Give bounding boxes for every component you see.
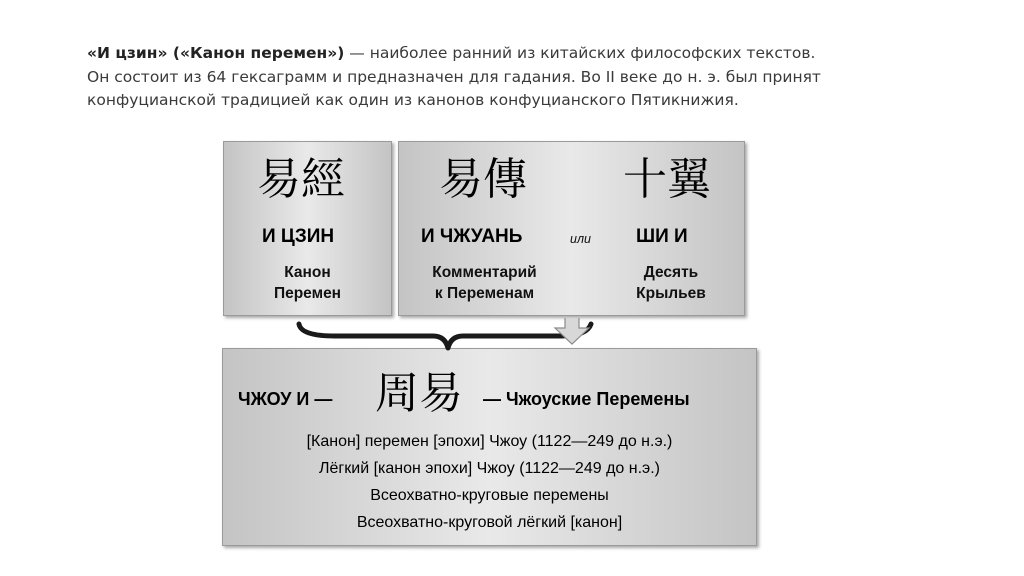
zhouyi-box — [222, 348, 757, 546]
zhouyi-chinese: 周易 — [375, 368, 463, 419]
intro-title: «И цзин» («Канон перемен») — [87, 44, 345, 62]
zhouyi-translation-3: Всеохватно-круговые перемены — [370, 487, 609, 504]
intro-text — [87, 42, 917, 113]
zhouyi-translation-4: Всеохватно-круговой лёгкий [канон] — [356, 514, 623, 531]
down-arrow-icon — [555, 318, 589, 344]
or-label: или — [570, 232, 591, 246]
zhouyi-prefix: ЧЖОУ И — — [238, 389, 333, 409]
yijing-chinese: 易經 — [257, 154, 345, 205]
yijing-desc-line2: Перемен — [273, 285, 342, 302]
shiyi-desc — [611, 262, 731, 304]
zhouyi-translation-1: [Канон] перемен [эпохи] Чжоу (1122—249 до н.э.) — [306, 433, 673, 450]
zhouyi-suffix: — Чжоуские Перемены — [483, 389, 690, 409]
yizhuan-desc-line2: к Переменам — [434, 285, 535, 302]
brace-and-arrow — [295, 318, 605, 352]
shiyi-name: ШИ И — [636, 226, 688, 247]
zhouyi-translation-2: Лёгкий [канон эпохи] Чжоу (1122—249 до н.э.) — [319, 460, 660, 477]
shiyi-desc-line1: Десять — [643, 264, 699, 281]
curly-brace-icon — [299, 324, 591, 348]
intro-paragraph: Он состоит из 64 гексаграмм и предназначен для гадания. Во II веке до н. э. был принят конфуцианской традицией как один из канонов конфуцианского Пятикнижия. — [87, 67, 821, 109]
commentary-box — [398, 141, 745, 316]
shiyi-chinese: 十翼 — [623, 154, 711, 205]
intro-title-rest: — наиболее ранний из китайских философских текстов. — [344, 44, 816, 62]
yijing-desc-line1: Канон — [284, 264, 331, 281]
yijing-name: И ЦЗИН — [262, 226, 335, 247]
shiyi-desc-line2: Крыльев — [636, 285, 706, 302]
yizhuan-name: И ЧЖУАНЬ — [421, 226, 523, 247]
yijing-desc — [224, 262, 391, 304]
yizhuan-chinese: 易傳 — [439, 154, 527, 205]
yijing-box — [223, 141, 392, 316]
yizhuan-desc — [407, 262, 562, 304]
yizhuan-desc-line1: Комментарий — [432, 264, 537, 281]
